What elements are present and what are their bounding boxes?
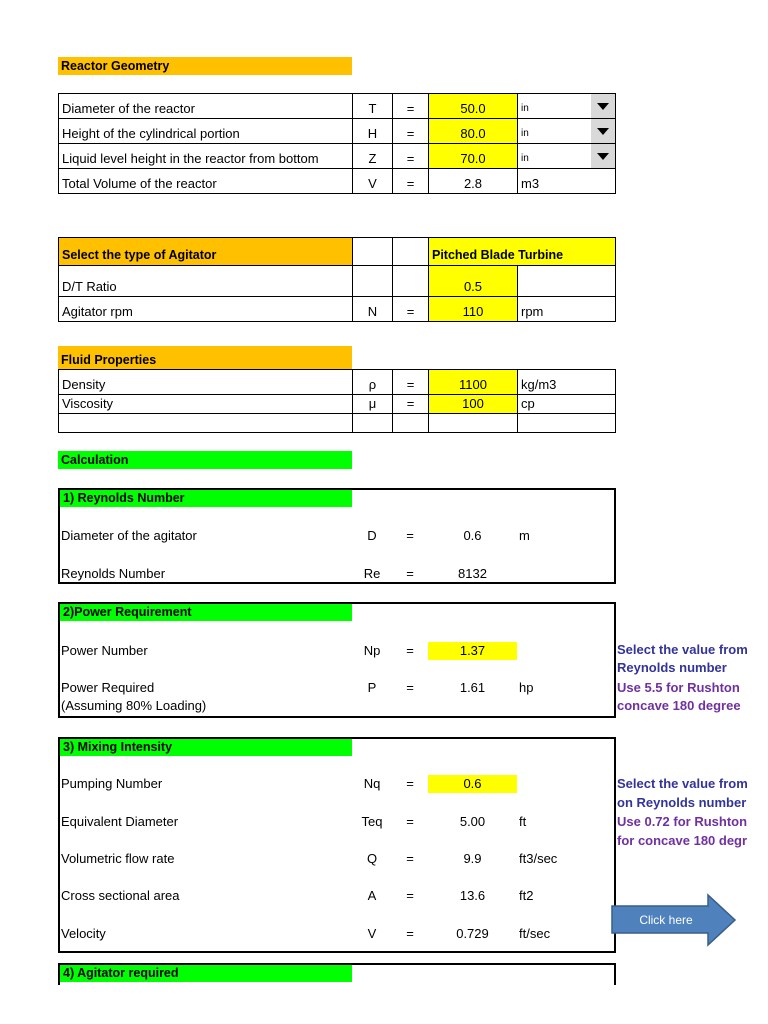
viscosity-row <box>59 395 616 414</box>
agitator-type-select[interactable]: Pitched Blade Turbine <box>429 238 616 266</box>
power-required-subrow <box>58 698 616 714</box>
dropdown-button[interactable] <box>591 144 615 168</box>
empty-cell <box>393 238 429 266</box>
agitator-required-header: 4) Agitator required <box>60 965 352 982</box>
mixing-intensity-box <box>58 737 616 953</box>
pumping-number-input[interactable]: 0.6 <box>463 776 482 791</box>
row-label: Reynolds Number <box>61 566 166 581</box>
row-label: D/T Ratio <box>59 266 353 297</box>
unit-value: ft2 <box>519 888 534 903</box>
empty-cell <box>353 238 393 266</box>
agitator-diameter-row <box>58 528 616 544</box>
density-input[interactable]: 1100 <box>429 370 518 395</box>
mixing-note-line: Select the value from <box>617 776 748 791</box>
power-note-line: concave 180 degree <box>617 698 741 713</box>
chevron-down-icon <box>597 128 609 135</box>
row-label: Diameter of the agitator <box>61 528 197 543</box>
agitator-diameter-value: 0.6 <box>463 528 482 543</box>
empty-cell <box>353 266 393 297</box>
equals-sign: = <box>393 370 429 395</box>
unit-dropdown[interactable] <box>518 144 616 169</box>
equals-sign: = <box>406 776 414 791</box>
row-label: Equivalent Diameter <box>61 814 179 829</box>
row-symbol: Q <box>366 851 378 866</box>
chevron-down-icon <box>597 153 609 160</box>
unit-dropdown[interactable] <box>518 94 616 119</box>
dropdown-button[interactable] <box>591 119 615 143</box>
liquid-level-row <box>59 144 616 169</box>
row-symbol: ρ <box>353 370 393 395</box>
click-here-label[interactable]: Click here <box>639 913 693 927</box>
row-label: Diameter of the reactor <box>59 94 353 119</box>
power-note-line: Select the value from <box>617 642 748 657</box>
row-symbol: V <box>353 169 393 194</box>
reactor-geometry-table <box>58 93 616 194</box>
reactor-height-row <box>59 119 616 144</box>
fluid-properties-table <box>58 369 616 433</box>
total-volume-value: 2.8 <box>429 169 518 194</box>
row-sublabel: (Assuming 80% Loading) <box>61 698 207 713</box>
row-label: Velocity <box>61 926 106 941</box>
empty-cell <box>59 414 353 433</box>
row-label: Power Number <box>61 643 148 658</box>
dropdown-button[interactable] <box>591 94 615 118</box>
equals-sign: = <box>406 926 414 941</box>
reynolds-number-row <box>58 566 616 582</box>
empty-row <box>59 414 616 433</box>
dt-ratio-input[interactable]: 0.5 <box>429 266 518 297</box>
reactor-height-input[interactable]: 80.0 <box>429 119 518 144</box>
click-here-button[interactable] <box>610 893 738 948</box>
unit-value: kg/m3 <box>518 370 616 395</box>
reactor-diameter-input[interactable]: 50.0 <box>429 94 518 119</box>
unit-value: rpm <box>518 297 616 322</box>
empty-cell <box>518 266 616 297</box>
agitator-rpm-row <box>59 297 616 322</box>
row-label: Power Required <box>61 680 155 695</box>
row-symbol: P <box>367 680 377 695</box>
reynolds-number-value: 8132 <box>458 566 487 581</box>
reynolds-number-header: 1) Reynolds Number <box>60 490 352 507</box>
equals-sign: = <box>406 851 414 866</box>
power-required-row <box>58 680 616 696</box>
equals-sign: = <box>406 643 414 658</box>
power-number-row <box>58 643 616 659</box>
equals-sign: = <box>393 169 429 194</box>
empty-cell <box>518 414 616 433</box>
row-symbol: H <box>353 119 393 144</box>
chevron-down-icon <box>597 103 609 110</box>
pumping-number-row <box>58 776 616 792</box>
calculation-header: Calculation <box>58 451 352 469</box>
row-label: Volumetric flow rate <box>61 851 175 866</box>
unit-dropdown[interactable] <box>518 119 616 144</box>
row-label: Agitator rpm <box>59 297 353 322</box>
density-row <box>59 370 616 395</box>
row-symbol: μ <box>353 395 393 414</box>
row-symbol: T <box>353 94 393 119</box>
unit-value: hp <box>519 680 534 695</box>
power-required-value: 1.61 <box>459 680 486 695</box>
mixing-note-line: for concave 180 degr <box>617 833 748 848</box>
equals-sign: = <box>393 297 429 322</box>
fluid-properties-header: Fluid Properties <box>58 346 352 369</box>
unit-value: cp <box>518 395 616 414</box>
agitator-type-row <box>59 238 616 266</box>
row-label: Height of the cylindrical portion <box>59 119 353 144</box>
power-requirement-header: 2)Power Requirement <box>60 604 352 621</box>
equals-sign: = <box>406 566 414 581</box>
reactor-diameter-row <box>59 94 616 119</box>
row-symbol: D <box>367 528 377 543</box>
agitator-table <box>58 237 616 322</box>
unit-value: in <box>521 103 529 114</box>
unit-value: m <box>519 528 530 543</box>
empty-cell <box>429 414 518 433</box>
row-symbol: V <box>367 926 377 941</box>
row-label: Liquid level height in the reactor from bottom <box>59 144 353 169</box>
equals-sign: = <box>393 94 429 119</box>
row-label: Total Volume of the reactor <box>59 169 353 194</box>
empty-cell <box>393 414 429 433</box>
row-label: Density <box>59 370 353 395</box>
equals-sign: = <box>406 528 414 543</box>
unit-value: ft/sec <box>519 926 551 941</box>
dt-ratio-row <box>59 266 616 297</box>
unit-value: in <box>521 153 529 164</box>
mixing-intensity-header: 3) Mixing Intensity <box>60 739 352 756</box>
row-symbol: Re <box>363 566 381 581</box>
row-symbol: N <box>353 297 393 322</box>
row-label: Cross sectional area <box>61 888 180 903</box>
volumetric-flow-rate-value: 9.9 <box>463 851 482 866</box>
row-label: Pumping Number <box>61 776 163 791</box>
equals-sign: = <box>393 395 429 414</box>
row-symbol: Z <box>353 144 393 169</box>
empty-cell <box>353 414 393 433</box>
power-number-input[interactable]: 1.37 <box>459 643 486 658</box>
liquid-level-input[interactable]: 70.0 <box>429 144 518 169</box>
row-symbol: Np <box>363 643 381 658</box>
agitator-type-label: Select the type of Agitator <box>59 238 353 266</box>
row-symbol: Nq <box>363 776 381 791</box>
total-volume-row <box>59 169 616 194</box>
unit-value: in <box>521 128 529 139</box>
cross-sectional-area-row <box>58 888 616 904</box>
unit-value: m3 <box>518 169 616 194</box>
row-symbol: A <box>367 888 377 903</box>
velocity-row <box>58 926 616 942</box>
mixing-note-line: on Reynolds number <box>617 795 747 810</box>
velocity-value: 0.729 <box>456 926 489 941</box>
unit-value: ft3/sec <box>519 851 558 866</box>
equals-sign: = <box>406 680 414 695</box>
row-label: Viscosity <box>59 395 353 414</box>
equals-sign: = <box>393 119 429 144</box>
row-symbol: Teq <box>361 814 383 829</box>
viscosity-input[interactable]: 100 <box>429 395 518 414</box>
power-note-line: Use 5.5 for Rushton <box>617 680 740 695</box>
agitator-rpm-input[interactable]: 110 <box>429 297 518 322</box>
cross-sectional-area-value: 13.6 <box>459 888 486 903</box>
equivalent-diameter-row <box>58 814 616 830</box>
mixing-note-line: Use 0.72 for Rushton <box>617 814 748 829</box>
equals-sign: = <box>393 144 429 169</box>
equivalent-diameter-value: 5.00 <box>459 814 486 829</box>
equals-sign: = <box>406 814 414 829</box>
empty-cell <box>393 266 429 297</box>
unit-value: ft <box>519 814 527 829</box>
power-note-line: Reynolds number <box>617 660 727 675</box>
volumetric-flow-rate-row <box>58 851 616 867</box>
reactor-geometry-header: Reactor Geometry <box>58 57 352 75</box>
equals-sign: = <box>406 888 414 903</box>
